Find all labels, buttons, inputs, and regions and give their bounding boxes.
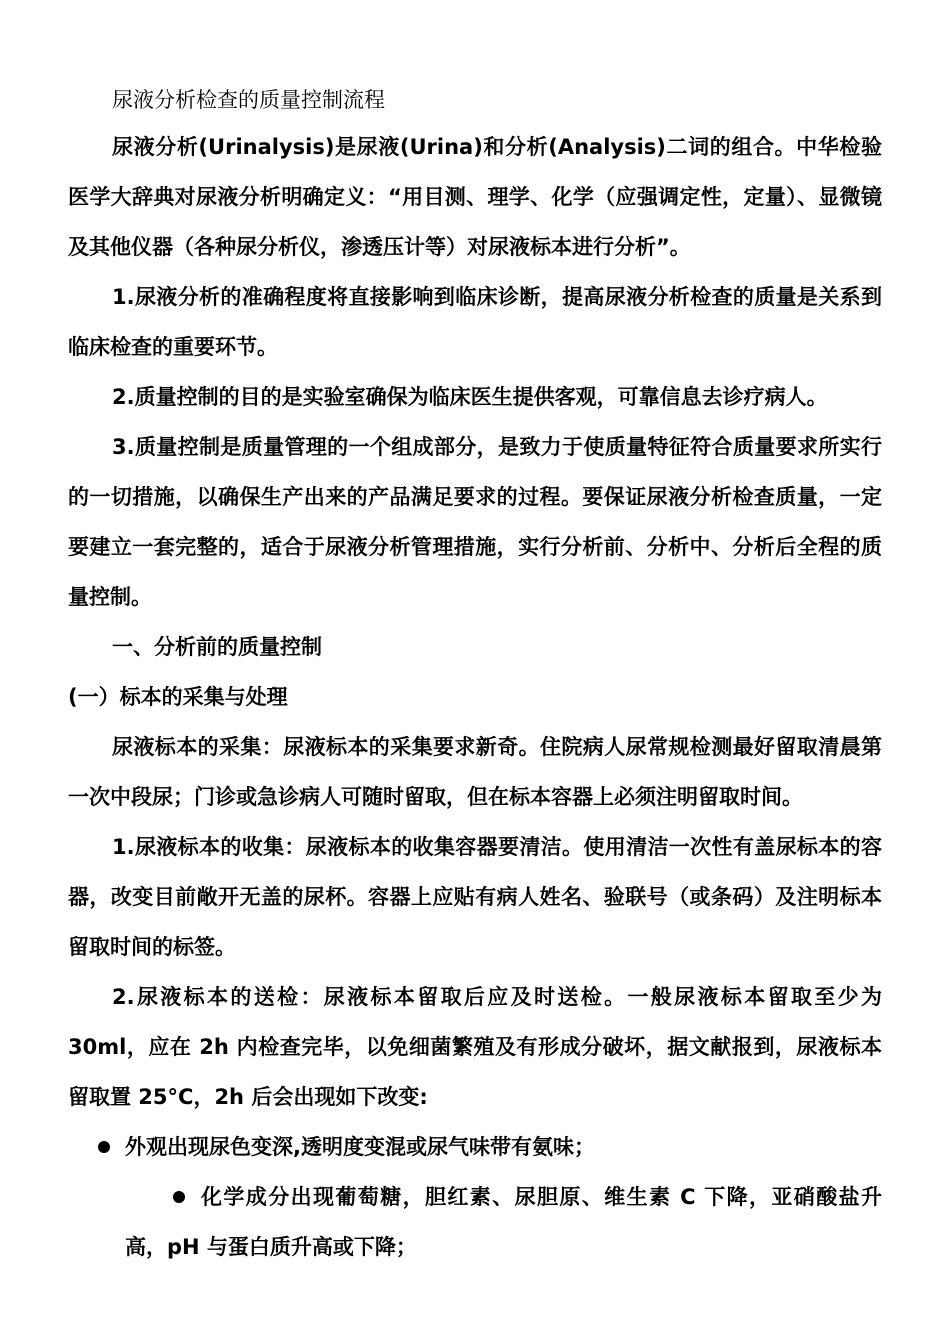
paragraph-definition: 尿液分析(Urinalysis)是尿液(Urina)和分析(Analysis)二词的组合。中华检验医学大辞典对尿液分析明确定义：“用目测、理学、化学（应强调定性，定量）、显微镜及其他仪器（各种尿分析仪，渗透压计等）对尿液标本进行分析”。 <box>68 135 882 259</box>
paragraph-point-3: 3.质量控制是质量管理的一个组成部分，是致力于使质量特征符合质量要求所实行的一切措施，以确保生产出来的产品满足要求的过程。要保证尿液分析检查质量，一定要建立一套完整的，适合于尿液分析管理措施，实行分析前、分析中、分析后全程的质量控制。 <box>68 435 882 609</box>
paragraph-point-1: 1.尿液分析的准确程度将直接影响到临床诊断，提高尿液分析检查的质量是关系到临床检查的重要环节。 <box>68 285 882 359</box>
document-page <box>68 78 882 1272</box>
bullet-dot-icon <box>98 1141 110 1153</box>
bullet-text: 化学成分出现葡萄糖，胆红素、尿胆原、维生素 C 下降，亚硝酸盐升高，pH 与蛋白质升高或下降； <box>125 1185 882 1259</box>
paragraph-sample-collection: 尿液标本的采集：尿液标本的采集要求新奇。住院病人尿常规检测最好留取清晨第一次中段尿；门诊或急诊病人可随时留取，但在标本容器上必须注明留取时间。 <box>68 735 882 809</box>
changes-bullet-list <box>68 1122 882 1272</box>
section-heading-pre-analysis: 一、分析前的质量控制 <box>112 635 322 659</box>
paragraph-point-2: 2.质量控制的目的是实验室确保为临床医生提供客观，可靠信息去诊疗病人。 <box>112 385 828 409</box>
document-title: 尿液分析检查的质量控制流程 <box>112 88 385 112</box>
bullet-item-chemistry <box>68 1172 882 1272</box>
bullet-text: 外观出现尿色变深,透明度变混或尿气味带有氨味； <box>125 1135 595 1159</box>
paragraph-sample-delivery: 2.尿液标本的送检：尿液标本留取后应及时送检。一般尿液标本留取至少为30ml，应在 2h 内检查完毕，以免细菌繁殖及有形成分破坏，据文献报到，尿液标本留取置 25°C，2h 后会出现如下改变: <box>68 985 882 1109</box>
bullet-item-appearance <box>68 1122 882 1172</box>
paragraph-sample-gathering: 1.尿液标本的收集：尿液标本的收集容器要清洁。使用清洁一次性有盖尿标本的容器，改变目前敞开无盖的尿杯。容器上应贴有病人姓名、验联号（或条码）及注明标本留取时间的标签。 <box>68 835 882 959</box>
subsection-heading-sample-collection: (一）标本的采集与处理 <box>68 685 288 709</box>
bullet-dot-icon <box>173 1191 185 1203</box>
